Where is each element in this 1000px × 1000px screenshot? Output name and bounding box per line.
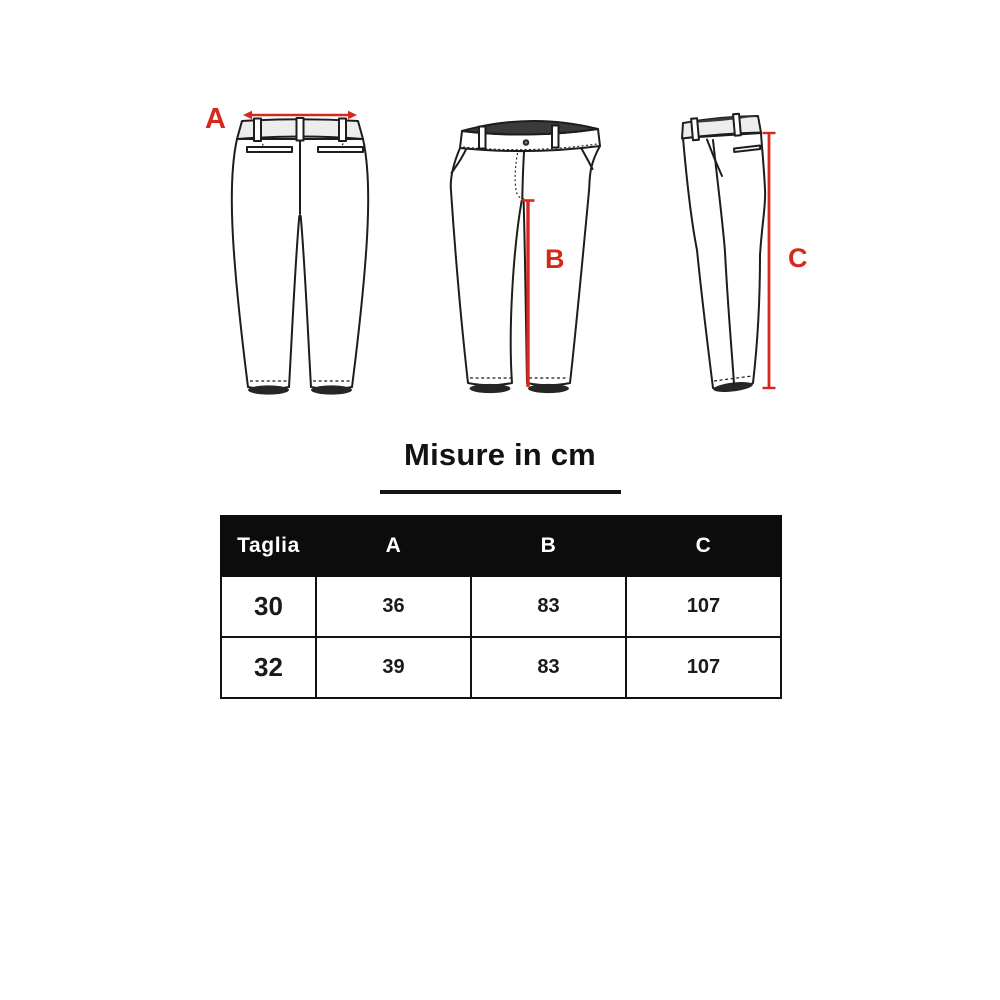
cell-32-b: 83 [471, 637, 626, 698]
pants-side-view-drawing [668, 105, 818, 420]
belt-loop [733, 114, 741, 136]
col-header-a: A [316, 516, 471, 576]
col-header-taglia: Taglia [221, 516, 316, 576]
cell-30-b: 83 [471, 576, 626, 637]
back-pocket-welt [247, 147, 292, 152]
size-table-header-row [221, 516, 781, 576]
waist-button-center [525, 141, 527, 143]
measure-label-b: B [545, 244, 565, 274]
pants-front-view-drawing [448, 105, 613, 405]
title-underline [380, 490, 621, 494]
size-table [220, 515, 782, 699]
measure-label-a: A [205, 103, 226, 135]
belt-loop [254, 119, 261, 142]
col-header-c: C [626, 516, 781, 576]
back-pocket-welt [318, 147, 363, 152]
size-row-30 [221, 576, 781, 637]
right-hem-shading [528, 384, 569, 393]
belt-loop [339, 119, 346, 142]
belt-loop [297, 118, 304, 141]
belt-loop [479, 127, 486, 149]
cell-size-32: 32 [221, 637, 316, 698]
title-text: Misure in cm [404, 437, 596, 472]
cell-30-a: 36 [316, 576, 471, 637]
measure-label-c: C [788, 243, 808, 273]
size-row-32 [221, 637, 781, 698]
pants-front-outline [451, 146, 600, 385]
pants-side-body [682, 114, 765, 394]
left-hem-shading [470, 384, 511, 393]
belt-loop [691, 118, 699, 140]
belt-loop [552, 126, 559, 148]
cell-30-c: 107 [626, 576, 781, 637]
pants-back-view-drawing [200, 95, 380, 415]
left-hem-shading [248, 385, 289, 394]
cell-32-a: 39 [316, 637, 471, 698]
pants-front-body [451, 121, 600, 393]
cell-32-c: 107 [626, 637, 781, 698]
col-header-b: B [471, 516, 626, 576]
pants-side-outline [683, 133, 765, 390]
right-hem-shading [311, 385, 352, 394]
pants-back-body [232, 118, 368, 395]
cell-size-30: 30 [221, 576, 316, 637]
section-title [0, 437, 1000, 494]
